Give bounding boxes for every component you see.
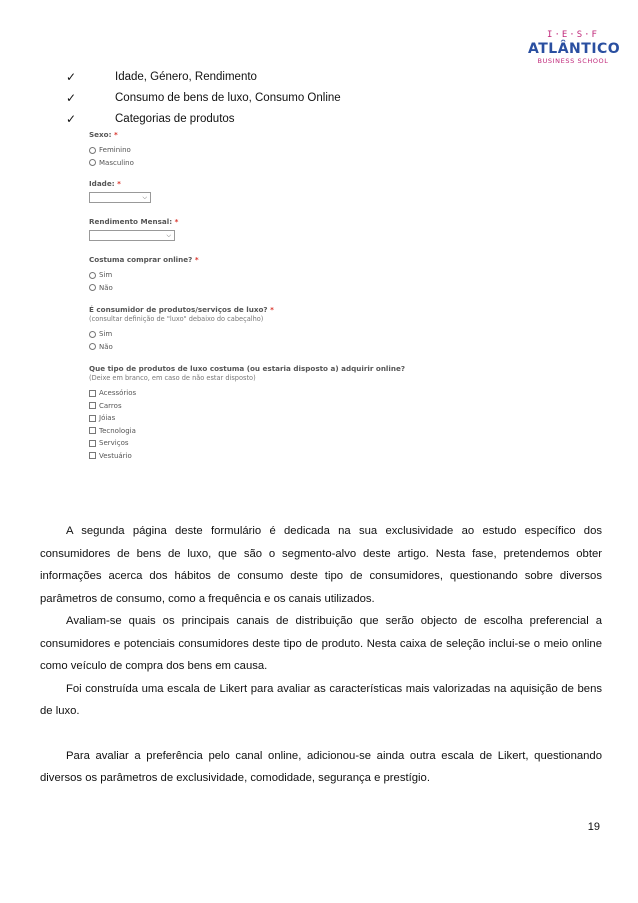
checkbox[interactable] <box>89 415 96 422</box>
option-label: Tecnologia <box>99 426 136 435</box>
checklist-item <box>66 66 341 87</box>
option-label: Serviços <box>99 439 129 448</box>
school-logo <box>528 30 621 65</box>
radio-button[interactable] <box>89 331 96 338</box>
paragraph: A segunda página deste formulário é dedicada na sua exclusividade ao estudo específico dos consumidores de bens de luxo, que são o segmento-alvo deste artigo. Nesta fase, pretendemos obter informações acerca dos hábitos de consumo deste tipo de consumidores, questionando sobre diversos parâmetros de consumo, como a frequência e os canais utilizados. <box>40 525 602 605</box>
checklist-item-label: Categorias de produtos <box>115 112 235 125</box>
radio-button[interactable] <box>89 147 96 154</box>
checkmark-icon: ✓ <box>66 111 77 126</box>
question-label <box>89 179 409 189</box>
checklist-item <box>66 87 341 108</box>
question-idade <box>89 179 409 203</box>
checkbox[interactable] <box>89 440 96 447</box>
radio-button[interactable] <box>89 284 96 291</box>
checkbox-option[interactable] <box>89 412 409 425</box>
chevron-down-icon: ⌵ <box>142 193 147 201</box>
logo-name: ATLÂNTICO <box>528 41 621 57</box>
logo-mark: I·E·S·F <box>547 30 599 40</box>
checklist-item-label: Idade, Género, Rendimento <box>115 70 257 83</box>
question-help: (consultar definição de "luxo" debaixo do cabeçalho) <box>89 315 264 323</box>
option-label: Masculino <box>99 158 134 167</box>
label-text: Costuma comprar online? <box>89 255 193 264</box>
page-number: 19 <box>587 821 600 833</box>
required-marker: * <box>270 305 274 314</box>
option-label: Não <box>99 342 113 351</box>
required-marker: * <box>174 217 179 226</box>
checkbox[interactable] <box>89 427 96 434</box>
paragraph: Para avaliar a preferência pelo canal online, adicionou-se ainda outra escala de Likert, questionando diversos os parâmetros de exclusividade, comodidade, segurança e prestígio. <box>40 749 602 784</box>
option-label: Sim <box>99 330 113 339</box>
radio-button[interactable] <box>89 272 96 279</box>
idade-select[interactable] <box>89 192 151 203</box>
question-consumidor-luxo <box>89 305 409 353</box>
radio-option[interactable] <box>89 341 409 354</box>
question-label <box>89 305 409 315</box>
option-label: Feminino <box>99 146 131 155</box>
checkbox-option[interactable] <box>89 450 409 463</box>
checklist-item-label: Consumo de bens de luxo, Consumo Online <box>115 91 341 104</box>
body-text <box>40 520 602 790</box>
option-label: Sim <box>99 271 113 280</box>
paragraph: Avaliam-se quais os principais canais de distribuição que serão objecto de escolha preferencial a consumidores e potenciais consumidores deste tipo de produto. Nesta caixa de seleção inclui-se o meio online como veículo de compra dos bens em causa. <box>40 615 602 672</box>
checkmark-icon: ✓ <box>66 90 77 105</box>
checklist-item <box>66 108 341 129</box>
question-rendimento <box>89 217 409 241</box>
option-label: Não <box>99 283 113 292</box>
required-marker: * <box>114 130 118 139</box>
radio-option[interactable] <box>89 144 409 157</box>
question-label <box>89 130 409 140</box>
label-text: Rendimento Mensal: <box>89 217 173 226</box>
survey-form-screenshot <box>89 130 409 462</box>
required-marker: * <box>117 179 121 188</box>
radio-button[interactable] <box>89 159 96 166</box>
checkbox-option[interactable] <box>89 425 409 438</box>
question-label: Que tipo de produtos de luxo costuma (ou estaria disposto a) adquirir online? <box>89 364 406 373</box>
radio-option[interactable] <box>89 282 409 295</box>
logo-subtitle: BUSINESS SCHOOL <box>537 57 609 65</box>
chevron-down-icon: ⌵ <box>166 231 171 239</box>
question-label <box>89 255 409 265</box>
paragraph: Foi construída uma escala de Likert para avaliar as características mais valorizadas na aquisição de bens de luxo. <box>40 682 602 717</box>
question-tipo-produtos <box>89 364 409 462</box>
radio-button[interactable] <box>89 343 96 350</box>
required-marker: * <box>194 255 199 264</box>
option-label: Vestuário <box>99 451 132 460</box>
option-label: Jóias <box>99 414 116 423</box>
label-text: Idade: <box>89 179 115 188</box>
question-help: (Deixe em branco, em caso de não estar disposto) <box>89 374 256 382</box>
checkbox[interactable] <box>89 390 96 397</box>
label-text: É consumidor de produtos/serviços de luxo? <box>89 305 268 314</box>
variables-checklist <box>66 66 341 129</box>
question-label <box>89 217 409 227</box>
option-label: Carros <box>99 401 122 410</box>
checkmark-icon: ✓ <box>66 69 77 84</box>
radio-option[interactable] <box>89 269 409 282</box>
question-sexo <box>89 130 409 169</box>
question-comprar-online <box>89 255 409 294</box>
radio-option[interactable] <box>89 157 409 170</box>
checkbox[interactable] <box>89 452 96 459</box>
rendimento-select[interactable] <box>89 230 175 241</box>
label-text: Sexo: <box>89 130 112 139</box>
checkbox-option[interactable] <box>89 437 409 450</box>
checkbox[interactable] <box>89 402 96 409</box>
checkbox-option[interactable] <box>89 387 409 400</box>
radio-option[interactable] <box>89 328 409 341</box>
option-label: Acessórios <box>99 389 137 398</box>
checkbox-option[interactable] <box>89 400 409 413</box>
